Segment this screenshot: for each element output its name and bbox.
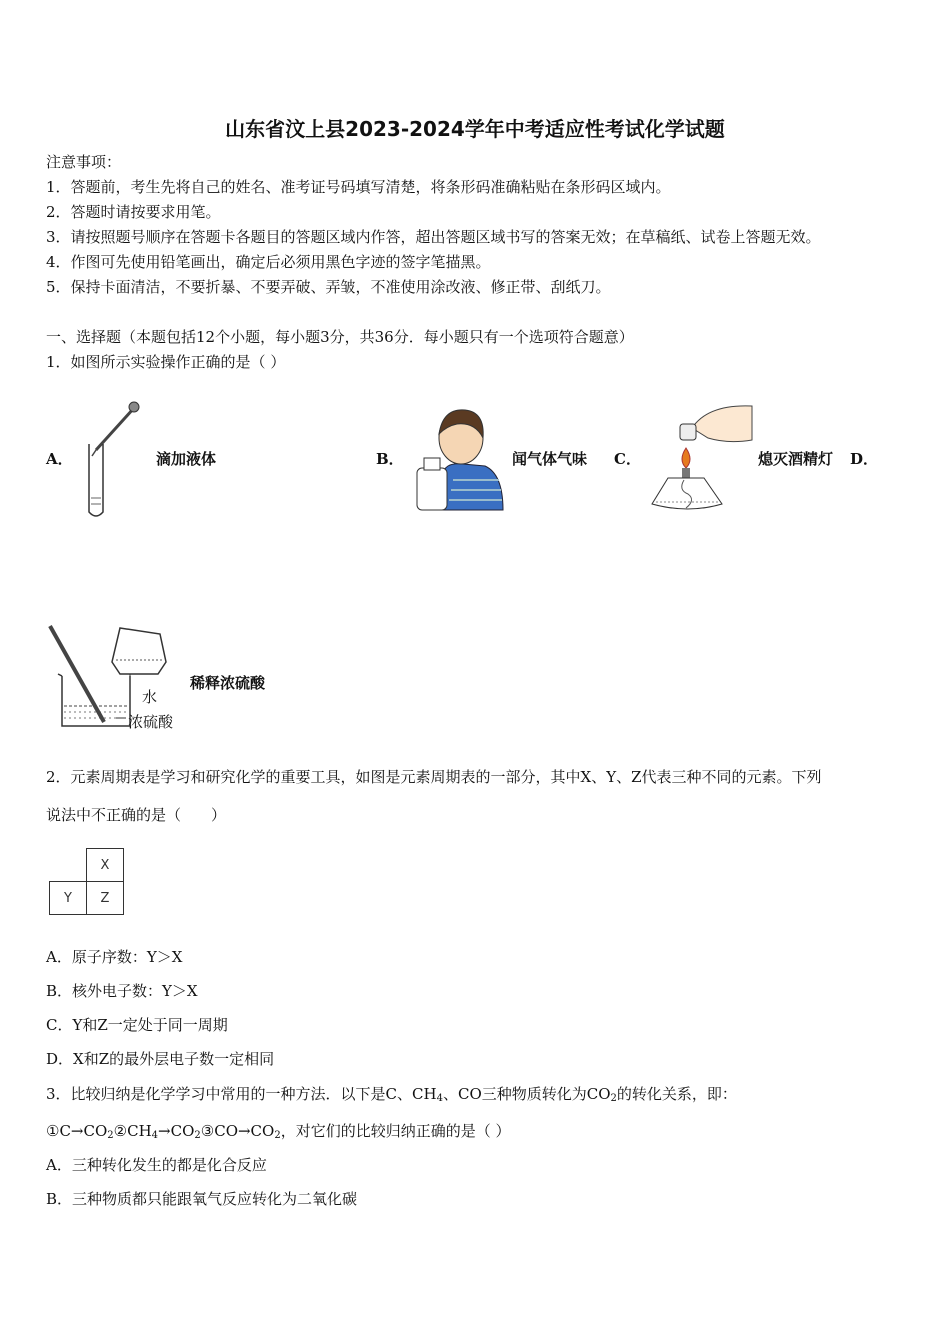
subscript: 4 [151, 1130, 159, 1141]
cell-y: Y [50, 882, 87, 915]
smell-gas-boy-figure [413, 404, 505, 514]
q3-conversions [46, 1122, 511, 1140]
q1-option-c-letter: C． [614, 450, 641, 468]
q1-stem: 1．如图所示实验操作正确的是（ ） [46, 353, 286, 371]
q1-option-c-caption: 熄灭酒精灯 [758, 450, 834, 468]
q2-option-a: A．原子序数：Y＞X [46, 948, 183, 966]
notice-item-1: 1．答题前，考生先将自己的姓名、准考证号码填写清楚，将条形码准确粘贴在条形码区域内。 [46, 178, 671, 196]
q3-conv-part: ③CO→CO [200, 1122, 275, 1140]
cell-z: Z [87, 882, 124, 915]
q3-option-a: A．三种转化发生的都是化合反应 [46, 1156, 267, 1174]
q3-conv-part: ，对它们的比较归纳正确的是（ ） [280, 1122, 511, 1140]
notice-item-5: 5．保持卡面清洁，不要折暴、不要弄破、弄皱，不准使用涂改液、修正带、刮纸刀。 [46, 278, 611, 296]
q1-option-b-caption: 闻气体气味 [512, 450, 588, 468]
q2-option-c: C．Y和Z一定处于同一周期 [46, 1016, 228, 1034]
subscript: 2 [194, 1130, 201, 1141]
q3-stem [46, 1085, 737, 1103]
q3-conv-part: ②CH [113, 1122, 152, 1140]
q3-stem-part: 、CO三种物质转化为CO [442, 1085, 611, 1103]
q2-option-b: B．核外电子数：Y＞X [46, 982, 198, 1000]
q3-conv-part: →CO [158, 1122, 195, 1140]
empty-cell [50, 849, 87, 882]
periodic-table-fragment [49, 848, 124, 915]
q1-option-a-caption: 滴加液体 [156, 450, 217, 468]
section-heading: 一、选择题（本题包括12个小题，每小题3分，共36分．每小题只有一个选项符合题意） [46, 328, 634, 346]
dropper-test-tube-figure [82, 400, 142, 522]
page-title: 山东省汶上县2023-2024学年中考适应性考试化学试题 [225, 117, 725, 141]
q3-conv-part: ①C→CO [46, 1122, 108, 1140]
label-concentrated-acid: 浓硫酸 [128, 713, 174, 731]
label-water: 水 [142, 688, 158, 706]
alcohol-lamp-cap-figure [648, 398, 754, 520]
notice-heading: 注意事项： [46, 153, 122, 171]
q1-option-d-caption: 稀释浓硫酸 [190, 674, 266, 692]
cell-x: X [87, 849, 124, 882]
q2-stem-line1: 2．元素周期表是学习和研究化学的重要工具，如图是元素周期表的一部分，其中X、Y、Z代表三种不同的元素。下列 [46, 768, 822, 786]
subscript: 2 [610, 1093, 617, 1104]
notice-item-3: 3．请按照题号顺序在答题卡各题目的答题区域内作答，超出答题区域书写的答案无效；在草稿纸、试卷上答题无效。 [46, 228, 821, 246]
q1-option-b-letter: B． [376, 450, 404, 468]
q3-stem-part: 的转化关系，即： [616, 1085, 737, 1103]
subscript: 2 [107, 1130, 114, 1141]
q1-option-d-letter: D． [850, 450, 879, 468]
subscript: 4 [436, 1093, 443, 1104]
q2-option-d: D．X和Z的最外层电子数一定相同 [46, 1050, 275, 1068]
q3-option-b: B．三种物质都只能跟氧气反应转化为二氧化碳 [46, 1190, 358, 1208]
notice-item-2: 2．答题时请按要求用笔。 [46, 203, 221, 221]
q1-option-a-letter: A． [46, 450, 73, 468]
subscript: 2 [274, 1130, 281, 1141]
q3-stem-part: 3．比较归纳是化学学习中常用的一种方法．以下是C、CH [46, 1085, 437, 1103]
q2-stem-line2: 说法中不正确的是（ ） [46, 806, 227, 824]
notice-item-4: 4．作图可先使用铅笔画出，确定后必须用黑色字迹的签字笔描黑。 [46, 253, 491, 271]
